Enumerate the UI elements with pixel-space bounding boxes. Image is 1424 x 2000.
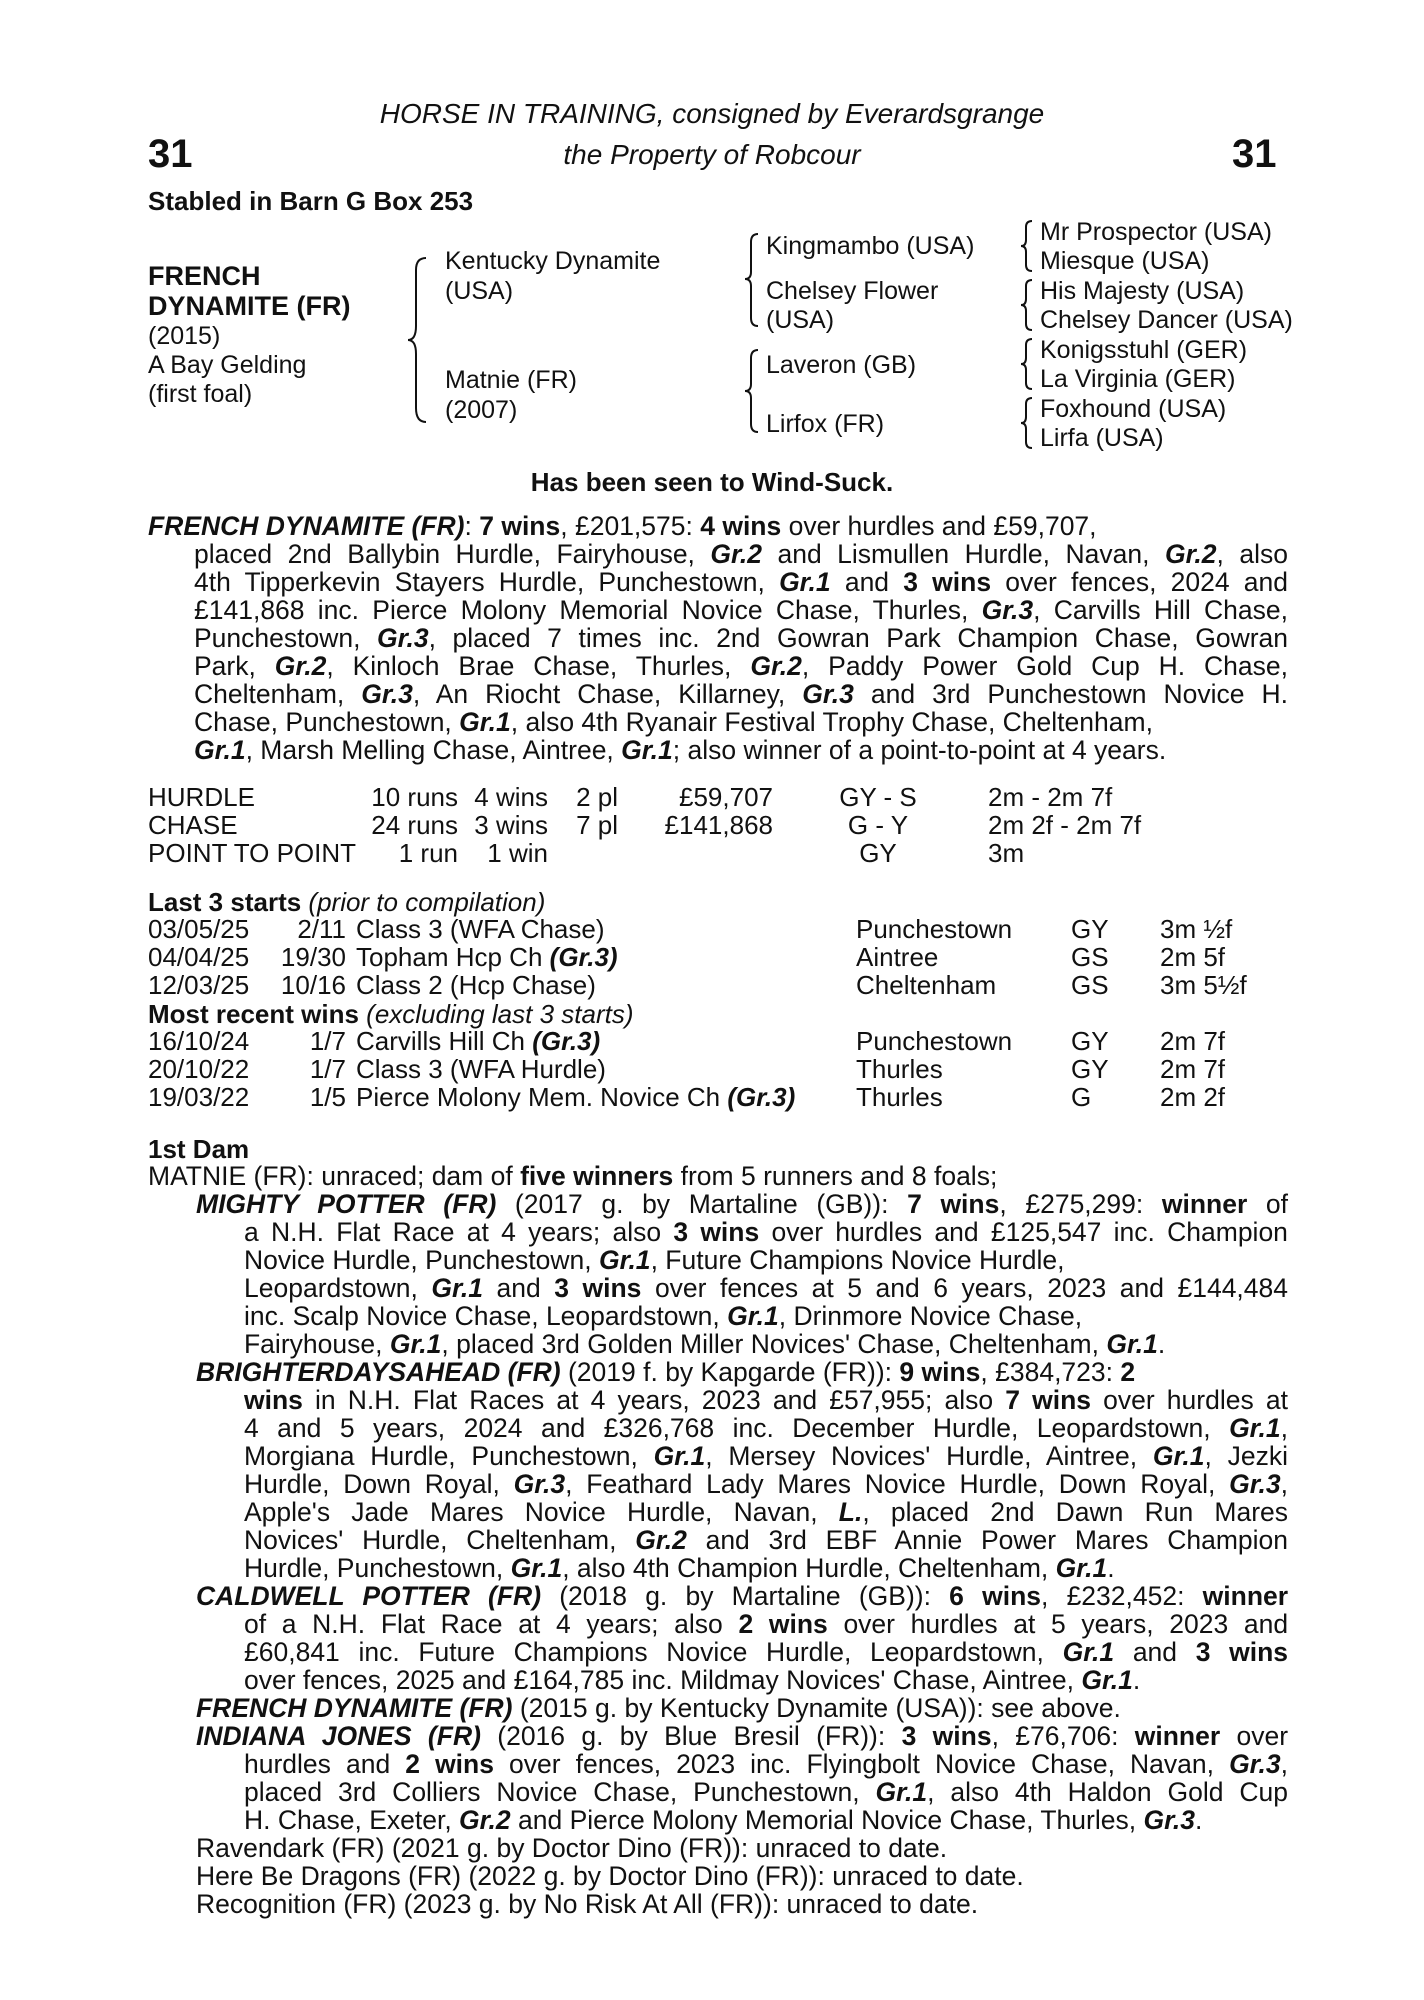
text-segment: placed 2nd Ballybin Hurdle, Fairyhouse, (194, 539, 711, 569)
text-segment: Novices' Hurdle, Cheltenham, (244, 1525, 636, 1555)
record-wins: 4 wins (474, 782, 548, 812)
text-segment: , Mersey Novices' Hurdle, Aintree, (705, 1441, 1153, 1471)
text-segment: , Jezki (1204, 1441, 1288, 1471)
text-segment: . (1107, 1553, 1115, 1583)
race-course: Punchestown (856, 1026, 1013, 1056)
record-going: GY - S (839, 782, 917, 812)
dam-sire-sire: Konigsstuhl (GER) (1040, 336, 1248, 364)
race-course: Thurles (856, 1082, 943, 1112)
pedigree-brace-dam (742, 348, 764, 434)
race-row (148, 1055, 1288, 1083)
text-segment: , also (1216, 539, 1288, 569)
text-segment: , Feathard Lady Mares Novice Hurdle, Down Royal, (565, 1469, 1230, 1499)
grade-label: Gr.1 (389, 1329, 442, 1359)
text-segment: £60,841 inc. Future Champions Novice Hurdle, Leopardstown, (244, 1637, 1063, 1667)
text-segment: , also 4th Champion Hurdle, Cheltenham, (562, 1553, 1056, 1583)
text-segment: , £232,452: (1041, 1581, 1203, 1611)
grade-label: Gr.1 (1081, 1665, 1133, 1695)
record-type: CHASE (148, 810, 238, 840)
grade-label: Gr.1 (194, 735, 246, 765)
recent-wins-table (148, 1027, 1288, 1111)
race-name: Topham Hcp Ch (Gr.3) (356, 942, 618, 972)
race-grade: (Gr.3) (727, 1082, 796, 1112)
record-runs: 24 runs (371, 810, 458, 840)
grade-label: Gr.1 (875, 1777, 928, 1807)
record-runs: 10 runs (371, 782, 458, 812)
race-position: 19/30 (280, 942, 346, 972)
text-line (148, 680, 1288, 708)
property-line: the Property of Robcour (563, 139, 861, 170)
text-line (148, 512, 1288, 540)
unraced-progeny-list (196, 1834, 1288, 1918)
brace-sds (1018, 278, 1036, 332)
race-name: Class 3 (WFA Hurdle) (356, 1054, 606, 1084)
race-position: 1/7 (309, 1054, 346, 1084)
grade-label: Gr.1 (1229, 1413, 1281, 1443)
race-course: Cheltenham (856, 970, 997, 1000)
grade-label: Gr.1 (727, 1301, 779, 1331)
text-segment: over fences, 2024 and (991, 567, 1289, 597)
race-row (148, 1083, 1288, 1111)
text-line (196, 1582, 1288, 1610)
record-runs: 1 run (398, 838, 458, 868)
race-position: 2/11 (297, 914, 346, 944)
bold-text: five winners (520, 1161, 674, 1191)
text-segment: , (1280, 1413, 1289, 1443)
bold-text: 3 wins (903, 567, 992, 597)
text-segment: Punchestown, (194, 623, 378, 653)
text-segment: and (1114, 1637, 1196, 1667)
text-line (148, 708, 1288, 736)
race-date: 03/05/25 (148, 914, 250, 944)
bold-text: winner (1161, 1189, 1248, 1219)
text-segment: and (830, 567, 904, 597)
text-segment: £141,868 inc. Pierce Molony Memorial Novice Chase, Thurles, (194, 595, 982, 625)
bold-text: 2 wins (405, 1749, 494, 1779)
grade-label: Gr.1 (621, 735, 673, 765)
text-segment: hurdles and (244, 1749, 406, 1779)
sire-dam-sire: His Majesty (USA) (1040, 277, 1245, 305)
text-segment: (2018 g. by Martaline (GB)): (541, 1581, 950, 1611)
text-segment: and 3rd Punchestown Novice H. (853, 679, 1288, 709)
text-line (196, 1218, 1288, 1246)
text-segment: inc. Scalp Novice Chase, Leopardstown, (244, 1301, 728, 1331)
horse-name: FRENCH DYNAMITE (FR) (196, 1693, 513, 1723)
race-row (148, 1027, 1288, 1055)
first-dam-heading: 1st Dam (148, 1134, 250, 1164)
text-line (196, 1302, 1288, 1330)
stabling-info: Stabled in Barn G Box 253 (148, 186, 474, 216)
pedigree-brace-main (404, 256, 434, 426)
text-segment: , Future Champions Novice Hurdle, (650, 1245, 1065, 1275)
bold-text: 4 wins (700, 511, 782, 541)
grade-label: Gr.1 (1062, 1637, 1115, 1667)
progeny-caldwell-potter (196, 1582, 1288, 1694)
race-row (148, 971, 1288, 999)
sire-dam-name: Chelsey Flower (766, 277, 939, 305)
progeny-indiana-jones (196, 1722, 1288, 1834)
recent-wins-heading-label: Most recent wins (148, 999, 359, 1029)
performance-summary (148, 512, 1288, 764)
race-grade: (Gr.3) (549, 942, 618, 972)
horse-name: BRIGHTERDAYSAHEAD (FR) (196, 1357, 561, 1387)
horse-description: A Bay Gelding (148, 351, 307, 379)
text-segment: , £76,706: (991, 1721, 1135, 1751)
race-row (148, 915, 1288, 943)
record-type: HURDLE (148, 782, 255, 812)
text-segment: , placed 2nd Dawn Run Mares (862, 1497, 1289, 1527)
race-distance: 3m 5½f (1160, 970, 1247, 1000)
race-date: 12/03/25 (148, 970, 250, 1000)
brace-sss (1018, 219, 1036, 273)
bold-text: winner (1202, 1581, 1289, 1611)
race-going: GY (1071, 1026, 1109, 1056)
text-segment: and (482, 1273, 555, 1303)
race-going: G (1071, 1082, 1092, 1112)
race-record-table (148, 783, 1288, 867)
text-line (196, 1358, 1288, 1386)
foaling-year: (2015) (148, 322, 221, 350)
grade-label: Gr.3 (802, 679, 854, 709)
grade-label: Gr.3 (1229, 1749, 1281, 1779)
horse-name: INDIANA JONES (FR) (196, 1721, 481, 1751)
text-line (148, 540, 1288, 568)
record-placings: 2 pl (576, 782, 618, 812)
progeny-ravendark: Ravendark (FR) (2021 g. by Doctor Dino (FR)): unraced to date. (196, 1833, 948, 1863)
race-date: 19/03/22 (148, 1082, 250, 1112)
text-segment: and Pierce Molony Memorial Novice Chase, Thurles, (510, 1805, 1144, 1835)
race-date: 16/10/24 (148, 1026, 250, 1056)
record-row (148, 783, 1288, 811)
race-course: Punchestown (856, 914, 1013, 944)
bold-text: 7 wins (907, 1189, 1000, 1219)
text-segment: and Lismullen Hurdle, Navan, (761, 539, 1165, 569)
bold-text: 3 wins (673, 1217, 760, 1247)
text-segment: Cheltenham, (194, 679, 362, 709)
text-line (196, 1274, 1288, 1302)
sire-dam-dam: Chelsey Dancer (USA) (1040, 306, 1293, 334)
bold-text: 9 wins (899, 1357, 981, 1387)
race-row (148, 943, 1288, 971)
sire-name: Kentucky Dynamite (445, 247, 661, 275)
text-segment: of a N.H. Flat Race at 4 years; also (244, 1609, 739, 1639)
text-line (196, 1610, 1288, 1638)
horse-name: CALDWELL POTTER (FR) (196, 1581, 542, 1611)
race-distance: 2m 2f (1160, 1082, 1226, 1112)
sire-sire: Kingmambo (USA) (766, 232, 975, 260)
text-line (148, 1162, 1288, 1190)
record-prize: £59,707 (679, 782, 773, 812)
text-segment: over hurdles at 5 years, 2023 and (827, 1609, 1289, 1639)
race-distance: 3m ½f (1160, 914, 1233, 944)
text-line (196, 1246, 1288, 1274)
grade-label: Gr.1 (431, 1273, 483, 1303)
text-line (148, 736, 1288, 764)
grade-label: Gr.3 (1143, 1805, 1196, 1835)
text-segment: , £384,723: (980, 1357, 1121, 1387)
text-segment: placed 3rd Colliers Novice Chase, Punchestown, (244, 1777, 876, 1807)
text-segment: , An Riocht Chase, Killarney, (412, 679, 803, 709)
record-wins: 3 wins (474, 810, 548, 840)
last3-table (148, 915, 1288, 999)
grade-label: Gr.1 (779, 567, 831, 597)
text-line (196, 1806, 1288, 1834)
bold-text: 3 wins (901, 1721, 992, 1751)
race-going: GY (1071, 914, 1109, 944)
text-line (196, 1386, 1288, 1414)
race-course: Aintree (856, 942, 939, 972)
grade-label: Gr.2 (274, 651, 327, 681)
text-segment: in N.H. Flat Races at 4 years, 2023 and £57,955; also (302, 1385, 1006, 1415)
record-row (148, 811, 1288, 839)
record-placings: 7 pl (576, 810, 618, 840)
horse-name-line2: DYNAMITE (FR) (148, 291, 351, 321)
text-segment: over fences at 5 and 6 years, 2023 and £144,484 (641, 1273, 1289, 1303)
progeny-brighterdaysahead (196, 1358, 1288, 1582)
record-type: POINT TO POINT (148, 838, 357, 868)
grade-label: Gr.1 (510, 1553, 563, 1583)
bold-text: 3 wins (554, 1273, 642, 1303)
dam-year: (2007) (445, 396, 518, 424)
text-segment: MATNIE (FR): unraced; dam of (148, 1161, 521, 1191)
text-line (196, 1666, 1288, 1694)
grade-label: Gr.2 (635, 1525, 687, 1555)
text-segment: over hurdles and £125,547 inc. Champion (759, 1217, 1288, 1247)
text-segment: and 3rd EBF Annie Power Mares Champion (686, 1525, 1288, 1555)
text-line (148, 568, 1288, 596)
text-line (196, 1414, 1288, 1442)
grade-label: Gr.1 (1152, 1441, 1205, 1471)
dam-dam-dam: Lirfa (USA) (1040, 424, 1164, 452)
foal-note: (first foal) (148, 380, 253, 408)
brace-dss (1018, 337, 1036, 391)
text-segment: Chase, Punchestown, (194, 707, 460, 737)
bold-text: 7 wins (1005, 1385, 1091, 1415)
text-line (196, 1778, 1288, 1806)
text-line (196, 1694, 1288, 1722)
pedigree-brace-sire (742, 232, 764, 328)
text-segment: H. Chase, Exeter, (244, 1805, 460, 1835)
text-line (196, 1330, 1288, 1358)
race-name: Class 2 (Hcp Chase) (356, 970, 596, 1000)
consignor-line: HORSE IN TRAINING, consigned by Everardsgrange (379, 98, 1045, 129)
race-course: Thurles (856, 1054, 943, 1084)
race-going: GS (1071, 942, 1109, 972)
text-line (196, 1722, 1288, 1750)
grade-label: Gr.1 (1106, 1329, 1158, 1359)
text-segment: , Kinloch Brae Chase, Thurles, (326, 651, 751, 681)
recent-wins-heading-note: (excluding last 3 starts) (358, 999, 634, 1029)
grade-label: Gr.2 (750, 651, 802, 681)
text-segment: a N.H. Flat Race at 4 years; also (244, 1217, 674, 1247)
text-segment: : (464, 511, 480, 541)
text-line (196, 1442, 1288, 1470)
dam-dam: Lirfox (FR) (766, 410, 885, 438)
text-segment: , £275,299: (999, 1189, 1162, 1219)
progeny-recognition: Recognition (FR) (2023 g. by No Risk At All (FR)): unraced to date. (196, 1889, 979, 1919)
text-segment: from 5 runners and 8 foals; (673, 1161, 998, 1191)
dam-intro (148, 1162, 1288, 1190)
text-line (148, 596, 1288, 624)
race-going: GY (1071, 1054, 1109, 1084)
grade-label: Gr.2 (710, 539, 762, 569)
horse-name-line1: FRENCH (148, 261, 261, 291)
grade-label: Gr.3 (1229, 1469, 1281, 1499)
race-date: 20/10/22 (148, 1054, 250, 1084)
text-line (196, 1498, 1288, 1526)
dam-name: Matnie (FR) (445, 366, 577, 394)
text-line (196, 1554, 1288, 1582)
text-segment: Hurdle, Punchestown, (244, 1553, 511, 1583)
progeny-here-be-dragons: Here Be Dragons (FR) (2022 g. by Doctor Dino (FR)): unraced to date. (196, 1861, 1024, 1891)
grade-label: Gr.2 (459, 1805, 511, 1835)
text-line (148, 624, 1288, 652)
grade-label: Gr.1 (459, 707, 511, 737)
text-segment: (2019 f. by Kapgarde (FR)): (560, 1357, 900, 1387)
text-segment: . (1157, 1329, 1166, 1359)
record-distance: 3m (988, 838, 1025, 868)
record-distance: 2m - 2m 7f (988, 782, 1113, 812)
text-segment: of (1247, 1189, 1289, 1219)
text-segment: (2015 g. by Kentucky Dynamite (USA)): see above. (512, 1693, 1121, 1723)
record-wins: 1 win (487, 838, 548, 868)
sire-sire-dam: Miesque (USA) (1040, 247, 1210, 275)
grade-label: Gr.3 (513, 1469, 566, 1499)
text-segment: 4th Tipperkevin Stayers Hurdle, Punchestown, (194, 567, 780, 597)
race-name: Carvills Hill Ch (Gr.3) (356, 1026, 601, 1056)
grade-label: Gr.1 (653, 1441, 706, 1471)
text-segment: (2016 g. by Blue Bresil (FR)): (480, 1721, 902, 1751)
record-prize: £141,868 (664, 810, 773, 840)
race-name: Class 3 (WFA Chase) (356, 914, 605, 944)
text-segment: Leopardstown, (244, 1273, 432, 1303)
text-segment: Apple's Jade Mares Novice Hurdle, Navan, (244, 1497, 839, 1527)
text-segment: , Carvills Hill Chase, (1033, 595, 1288, 625)
race-distance: 2m 7f (1160, 1054, 1226, 1084)
bold-text: wins (244, 1385, 303, 1415)
last3-heading-note: (prior to compilation) (301, 887, 546, 917)
wind-suck-notice: Has been seen to Wind-Suck. (530, 467, 894, 497)
text-segment: , placed 3rd Golden Miller Novices' Chase, Cheltenham, (441, 1329, 1107, 1359)
grade-label: Gr.2 (1164, 539, 1217, 569)
text-segment: , £201,575: (560, 511, 701, 541)
horse-name: FRENCH DYNAMITE (FR) (148, 511, 465, 541)
race-going: GS (1071, 970, 1109, 1000)
race-position: 10/16 (280, 970, 346, 1000)
text-segment: Hurdle, Down Royal, (244, 1469, 514, 1499)
text-segment: , (1280, 1469, 1289, 1499)
lot-number-right: 31 (1232, 132, 1277, 176)
text-segment: , also 4th Haldon Gold Cup (927, 1777, 1288, 1807)
record-row (148, 839, 1288, 867)
text-segment: 4 and 5 years, 2024 and £326,768 inc. December Hurdle, Leopardstown, (244, 1413, 1230, 1443)
bold-text: 2 (1120, 1357, 1136, 1387)
race-distance: 2m 7f (1160, 1026, 1226, 1056)
record-going: G - Y (847, 810, 909, 840)
bold-text: 3 wins (1195, 1637, 1289, 1667)
text-segment: Novice Hurdle, Punchestown, (244, 1245, 599, 1275)
bold-text: 2 wins (738, 1609, 828, 1639)
text-segment: , placed 7 times inc. 2nd Gowran Park Champion Chase, Gowran (428, 623, 1289, 653)
brace-dds (1018, 396, 1036, 450)
text-segment: . (1132, 1665, 1141, 1695)
text-segment: Park, (194, 651, 275, 681)
dam-sire-dam: La Virginia (GER) (1040, 365, 1236, 393)
text-segment: over fences, 2023 inc. Flyingbolt Novice Chase, Navan, (493, 1749, 1230, 1779)
bold-text: winner (1134, 1721, 1221, 1751)
text-segment: over (1220, 1721, 1289, 1751)
race-position: 1/5 (309, 1082, 346, 1112)
grade-label: L. (838, 1497, 863, 1527)
grade-label: Gr.1 (598, 1245, 651, 1275)
text-segment: , Paddy Power Gold Cup H. Chase, (801, 651, 1288, 681)
record-distance: 2m 2f - 2m 7f (988, 810, 1142, 840)
text-segment: , Drinmore Novice Chase, (778, 1301, 1083, 1331)
text-line (196, 1190, 1288, 1218)
text-segment: , also 4th Ryanair Festival Trophy Chase, Cheltenham, (510, 707, 1153, 737)
last3-heading-label: Last 3 starts (148, 887, 302, 917)
dam-sire: Laveron (GB) (766, 351, 917, 379)
grade-label: Gr.3 (981, 595, 1034, 625)
sire-sire-sire: Mr Prospector (USA) (1040, 218, 1272, 246)
text-segment: Morgiana Hurdle, Punchestown, (244, 1441, 654, 1471)
horse-name: MIGHTY POTTER (FR) (196, 1189, 497, 1219)
grade-label: Gr.1 (1055, 1553, 1108, 1583)
text-segment: Fairyhouse, (244, 1329, 390, 1359)
text-segment: ; also winner of a point-to-point at 4 years. (672, 735, 1167, 765)
progeny-mighty-potter (196, 1190, 1288, 1358)
grade-label: Gr.3 (361, 679, 413, 709)
race-distance: 2m 5f (1160, 942, 1226, 972)
text-segment: (2017 g. by Martaline (GB)): (496, 1189, 908, 1219)
bold-text: 7 wins (479, 511, 561, 541)
text-line (196, 1470, 1288, 1498)
race-position: 1/7 (309, 1026, 346, 1056)
text-segment: over fences, 2025 and £164,785 inc. Mildmay Novices' Chase, Aintree, (244, 1665, 1082, 1695)
record-going: GY (859, 838, 897, 868)
text-line (196, 1526, 1288, 1554)
sire-dam-country: (USA) (766, 306, 835, 334)
progeny-french-dynamite (196, 1694, 1288, 1722)
lot-number-left: 31 (148, 132, 193, 176)
text-line (148, 652, 1288, 680)
bold-text: 6 wins (949, 1581, 1042, 1611)
dam-dam-sire: Foxhound (USA) (1040, 395, 1227, 423)
text-segment: , Marsh Melling Chase, Aintree, (245, 735, 622, 765)
text-segment: over hurdles and £59,707, (781, 511, 1097, 541)
race-name: Pierce Molony Mem. Novice Ch (Gr.3) (356, 1082, 796, 1112)
race-date: 04/04/25 (148, 942, 250, 972)
text-line (196, 1638, 1288, 1666)
text-line (196, 1750, 1288, 1778)
text-segment: . (1195, 1805, 1203, 1835)
sire-country: (USA) (445, 277, 514, 305)
text-segment: , (1280, 1749, 1289, 1779)
grade-label: Gr.3 (377, 623, 429, 653)
text-segment: over hurdles at (1091, 1385, 1288, 1415)
race-grade: (Gr.3) (532, 1026, 601, 1056)
